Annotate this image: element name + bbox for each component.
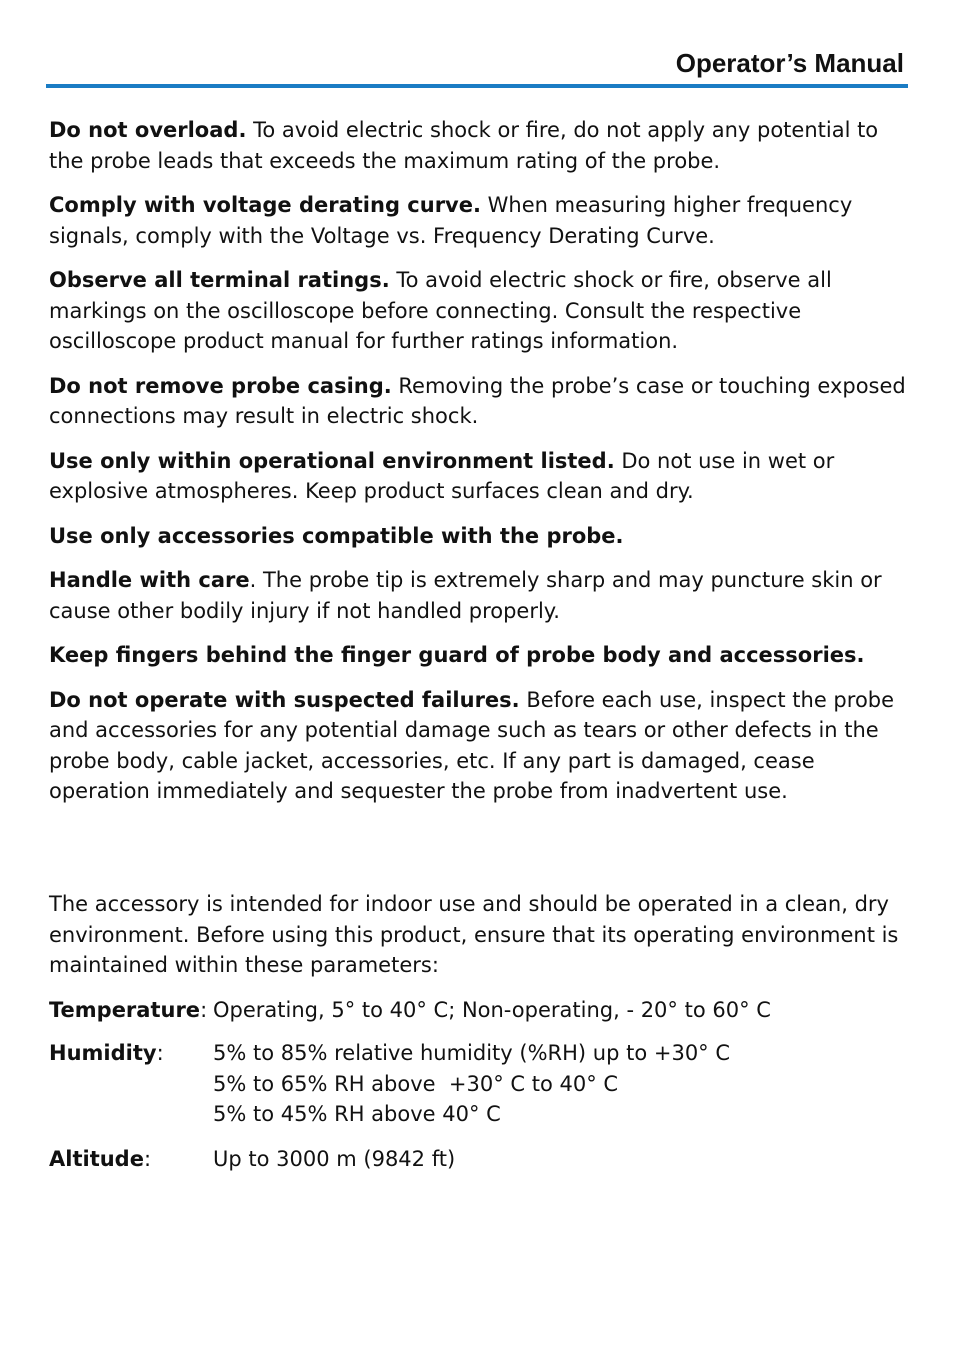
warning-heading: Do not operate with suspected failures. (49, 687, 520, 712)
warning-paragraph (49, 685, 909, 807)
spec-value: Up to 3000 m (9842 ft) (213, 1147, 456, 1171)
spec-label-text: Altitude (49, 1147, 144, 1171)
warning-text: Removing the probe’s case or touching exposed connections may result in electric shock. (49, 373, 906, 428)
spec-values (213, 1144, 455, 1175)
environment-intro: The accessory is intended for indoor use and should be operated in a clean, dry environment. Before using this product, ensure that its operating environment is maintained within these parameters: (49, 892, 899, 977)
warning-paragraph (49, 190, 909, 251)
warning-heading: Do not overload. (49, 118, 247, 142)
warning-text: . The probe tip is extremely sharp and may puncture skin or cause other bodily injury if not handled properly. (49, 568, 882, 623)
warning-paragraph (49, 640, 909, 671)
spec-label (49, 1038, 213, 1130)
spec-label-text: Temperature (49, 998, 201, 1022)
warning-heading: Handle with care (49, 568, 250, 592)
spec-value: 5% to 45% RH above 40° C (213, 1102, 501, 1126)
spec-value: 5% to 85% relative humidity (%RH) up to +30° C (213, 1041, 731, 1065)
header-divider (46, 84, 908, 88)
warning-paragraph (49, 371, 909, 432)
spec-row-altitude (49, 1144, 909, 1175)
page-header-title: Operator’s Manual (675, 48, 904, 78)
spec-label-colon: : (143, 1147, 152, 1171)
spec-label-colon: : (200, 998, 208, 1022)
warning-heading: Observe all terminal ratings. (49, 268, 390, 292)
spec-values (213, 995, 771, 1026)
warning-heading: Keep fingers behind the finger guard of probe body and accessories. (49, 643, 865, 667)
spec-row-temperature (49, 995, 909, 1026)
warning-paragraph (49, 265, 909, 357)
spec-label (49, 1144, 213, 1175)
warning-paragraph (49, 565, 909, 626)
warning-text: Do not use in wet or explosive atmospheres. Keep product surfaces clean and dry. (49, 448, 835, 503)
spec-value: 5% to 65% RH above +30° C to 40° C (213, 1071, 619, 1096)
safety-warnings (49, 115, 909, 821)
spec-label (49, 995, 213, 1026)
spec-value: Operating, 5° to 40° C; Non-operating, - 20° to 60° C (213, 998, 771, 1022)
warning-heading: Use only accessories compatible with the probe. (49, 523, 624, 548)
warning-text: Before each use, inspect the probe and accessories for any potential damage such as tears or other defects in the probe body, cable jacket, accessories, etc. If any part is damaged, cease operation immediately and sequester the probe from inadvertent use. (49, 687, 895, 803)
warning-text: When measuring higher frequency signals, comply with the Voltage vs. Frequency Derating Curve. (49, 193, 853, 248)
warning-text: To avoid electric shock or fire, do not apply any potential to the probe leads that exceeds the maximum rating of the probe. (49, 118, 879, 173)
spec-label-colon: : (156, 1041, 164, 1065)
spec-values (213, 1038, 730, 1130)
warning-heading: Do not remove probe casing. (49, 373, 392, 398)
warning-paragraph (49, 521, 909, 552)
spec-row-humidity (49, 1038, 909, 1130)
spec-label-text: Humidity (49, 1041, 157, 1065)
warning-heading: Use only within operational environment listed. (49, 448, 615, 473)
warning-paragraph (49, 115, 909, 176)
warning-paragraph (49, 446, 909, 507)
warning-text: To avoid electric shock or fire, observe all markings on the oscilloscope before connecting. Consult the respective oscilloscope product manual for further ratings information. (49, 268, 832, 353)
warning-heading: Comply with voltage derating curve. (49, 193, 481, 217)
